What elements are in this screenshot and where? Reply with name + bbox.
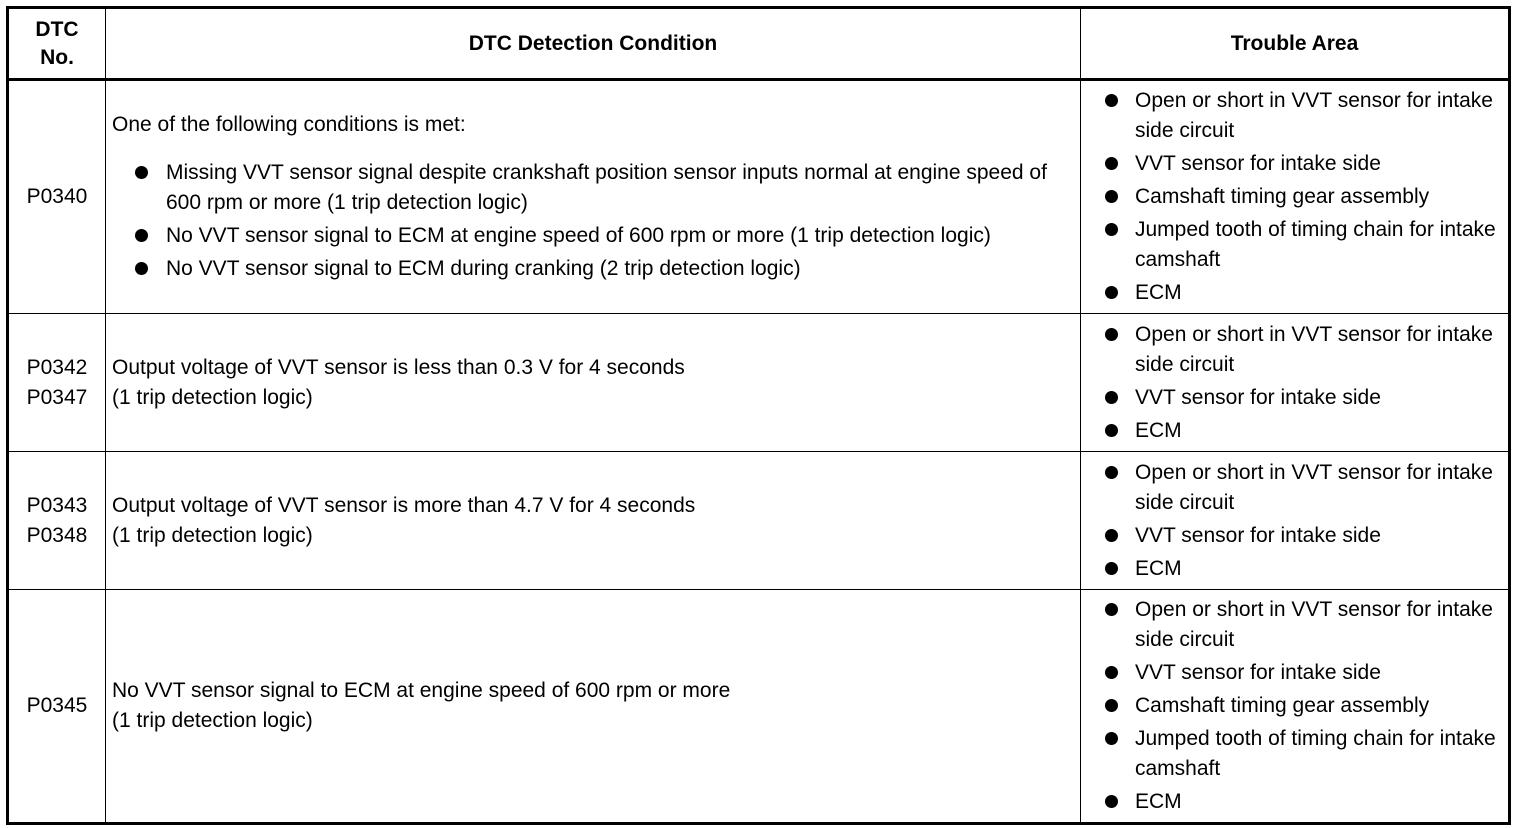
header-row xyxy=(8,8,1510,80)
condition-list xyxy=(112,158,1072,284)
condition-text: (1 trip detection logic) xyxy=(112,709,313,732)
bullet-icon xyxy=(1105,424,1118,437)
trouble-item xyxy=(1085,416,1502,446)
trouble-item xyxy=(1085,658,1502,688)
trouble-item-text: VVT sensor for intake side xyxy=(1135,385,1381,409)
trouble-item-text: Open or short in VVT sensor for intake side circuit xyxy=(1135,598,1493,651)
trouble-item xyxy=(1085,149,1502,179)
trouble-list xyxy=(1085,458,1502,584)
condition-item-text: No VVT sensor signal to ECM during cranking (2 trip detection logic) xyxy=(166,257,801,280)
bullet-icon xyxy=(1105,732,1118,745)
trouble-item xyxy=(1085,383,1502,413)
trouble-list xyxy=(1085,86,1502,308)
trouble-item-text: ECM xyxy=(1135,281,1182,304)
condition-item xyxy=(112,221,1072,251)
bullet-icon xyxy=(1105,562,1118,575)
header-condition: DTC Detection Condition xyxy=(106,8,1081,80)
bullet-icon xyxy=(135,229,148,242)
trouble-item-text: VVT sensor for intake side xyxy=(1135,523,1381,547)
trouble-item-text: Open or short in VVT sensor for intake side circuit xyxy=(1135,322,1493,376)
condition-text: Output voltage of VVT sensor is less than 0.3 V for 4 seconds xyxy=(112,355,685,379)
trouble-area-cell xyxy=(1081,452,1510,590)
trouble-item xyxy=(1085,521,1502,551)
bullet-icon xyxy=(1105,795,1118,808)
header-dtc-no-line2: No. xyxy=(40,45,74,69)
condition-item xyxy=(112,254,1072,284)
bullet-icon xyxy=(1105,466,1118,479)
dtc-code: P0347 xyxy=(26,385,88,409)
trouble-item xyxy=(1085,215,1502,275)
trouble-area-cell xyxy=(1081,80,1510,314)
trouble-item xyxy=(1085,458,1502,518)
trouble-item xyxy=(1085,787,1502,817)
condition-cell xyxy=(106,80,1081,314)
trouble-item-text: VVT sensor for intake side xyxy=(1135,152,1381,175)
trouble-item xyxy=(1085,554,1502,584)
bullet-icon xyxy=(1105,286,1118,299)
trouble-item xyxy=(1085,595,1502,655)
table-row-p0342 xyxy=(8,314,1510,452)
bullet-icon xyxy=(1105,666,1118,679)
trouble-item xyxy=(1085,320,1502,380)
trouble-item-text: ECM xyxy=(1135,418,1182,442)
condition-text: (1 trip detection logic) xyxy=(112,385,313,409)
bullet-icon xyxy=(1105,603,1118,616)
dtc-code: P0340 xyxy=(26,185,88,208)
dtc-code-cell xyxy=(8,590,106,824)
dtc-code-cell xyxy=(8,314,106,452)
trouble-area-cell xyxy=(1081,590,1510,824)
dtc-code: P0342 xyxy=(26,355,88,379)
bullet-icon xyxy=(1105,223,1118,236)
trouble-item-text: ECM xyxy=(1135,790,1182,813)
condition-cell xyxy=(106,452,1081,590)
bullet-icon xyxy=(1105,529,1118,542)
trouble-list xyxy=(1085,595,1502,817)
trouble-item xyxy=(1085,691,1502,721)
condition-intro: One of the following conditions is met: xyxy=(112,113,466,136)
trouble-item-text: Camshaft timing gear assembly xyxy=(1135,694,1430,717)
trouble-item xyxy=(1085,278,1502,308)
dtc-table xyxy=(6,6,1511,825)
condition-text: (1 trip detection logic) xyxy=(112,523,313,547)
condition-cell xyxy=(106,314,1081,452)
condition-item xyxy=(112,158,1072,218)
trouble-item-text: ECM xyxy=(1135,556,1182,580)
bullet-icon xyxy=(1105,391,1118,404)
bullet-icon xyxy=(1105,94,1118,107)
trouble-item-text: Open or short in VVT sensor for intake side circuit xyxy=(1135,460,1493,514)
trouble-list xyxy=(1085,320,1502,446)
dtc-code-cell xyxy=(8,452,106,590)
header-trouble-area: Trouble Area xyxy=(1081,8,1510,80)
trouble-item xyxy=(1085,86,1502,146)
trouble-item xyxy=(1085,724,1502,784)
trouble-item-text: Jumped tooth of timing chain for intake camshaft xyxy=(1135,218,1496,271)
table-row-p0340 xyxy=(8,80,1510,314)
trouble-item xyxy=(1085,182,1502,212)
table-row-p0345 xyxy=(8,590,1510,824)
trouble-area-cell xyxy=(1081,314,1510,452)
bullet-icon xyxy=(1105,190,1118,203)
bullet-icon xyxy=(1105,328,1118,341)
trouble-item-text: Open or short in VVT sensor for intake side circuit xyxy=(1135,89,1493,142)
bullet-icon xyxy=(1105,699,1118,712)
dtc-code: P0345 xyxy=(26,694,88,717)
header-dtc-no xyxy=(8,8,106,80)
bullet-icon xyxy=(1105,157,1118,170)
condition-item-text: Missing VVT sensor signal despite crankshaft position sensor inputs normal at engine speed of 600 rpm or more (1 trip detection logic) xyxy=(166,161,1047,214)
table-row-p0343 xyxy=(8,452,1510,590)
dtc-code: P0343 xyxy=(26,493,88,517)
trouble-item-text: Jumped tooth of timing chain for intake camshaft xyxy=(1135,727,1496,780)
bullet-icon xyxy=(135,166,148,179)
condition-text: Output voltage of VVT sensor is more than 4.7 V for 4 seconds xyxy=(112,493,696,517)
dtc-code: P0348 xyxy=(26,523,88,547)
condition-item-text: No VVT sensor signal to ECM at engine speed of 600 rpm or more (1 trip detection logic) xyxy=(166,224,991,247)
bullet-icon xyxy=(135,262,148,275)
trouble-item-text: VVT sensor for intake side xyxy=(1135,661,1381,684)
trouble-item-text: Camshaft timing gear assembly xyxy=(1135,185,1430,208)
condition-cell xyxy=(106,590,1081,824)
header-dtc-no-line1: DTC xyxy=(35,17,79,41)
dtc-code-cell xyxy=(8,80,106,314)
condition-text: No VVT sensor signal to ECM at engine speed of 600 rpm or more xyxy=(112,679,731,702)
